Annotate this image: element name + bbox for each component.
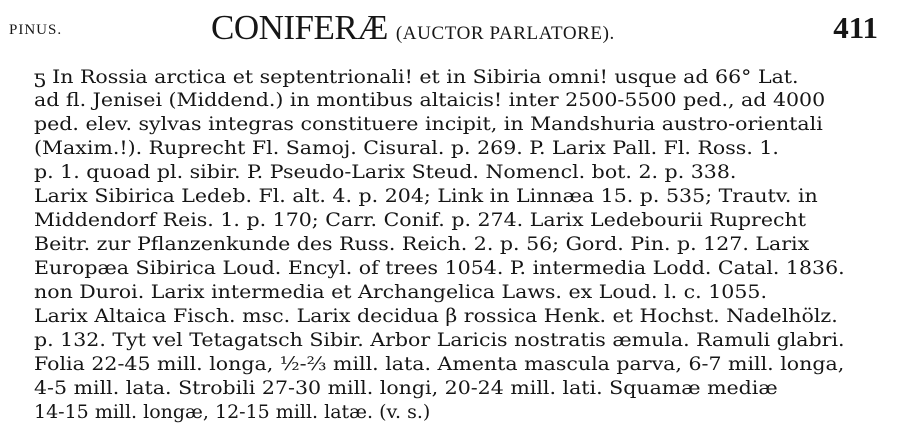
text-line: Folia 22-45 mill. longa, ½-⅔ mill. lata. Amenta mascula parva, 6-7 mill. longa,: [34, 353, 845, 375]
running-head-title: [211, 8, 615, 48]
page-number: 411: [833, 10, 878, 45]
text-line: Beitr. zur Pflanzenkunde des Russ. Reich. 2. p. 56; Gord. Pin. p. 127. Larix: [34, 233, 810, 255]
text-line: ad fl. Jenisei (Middend.) in montibus altaicis! inter 2500-5500 ped., ad 4000: [34, 89, 826, 111]
text-line: (Maxim.!). Ruprecht Fl. Samoj. Cisural. p. 269. P. Larix Pall. Fl. Ross. 1.: [34, 137, 779, 159]
text-line: Europæa Sibirica Loud. Encyl. of trees 1054. P. intermedia Lodd. Catal. 1836.: [34, 257, 845, 279]
text-line: p. 1. quoad pl. sibir. P. Pseudo-Larix Steud. Nomencl. bot. 2. p. 338.: [34, 161, 737, 183]
text-line: non Duroi. Larix intermedia et Archangelica Laws. ex Loud. l. c. 1055.: [34, 281, 767, 303]
family-title: CONIFERÆ: [211, 8, 388, 47]
text-line: ped. elev. sylvas integras constituere incipit, in Mandshuria austro-orientali: [34, 113, 823, 135]
text-line: p. 132. Tyt vel Tetagatsch Sibir. Arbor Laricis nostratis æmula. Ramuli glabri.: [34, 329, 845, 351]
author-attribution: (AUCTOR PARLATORE).: [395, 23, 615, 44]
text-line: Larix Sibirica Ledeb. Fl. alt. 4. p. 204; Link in Linnæa 15. p. 535; Trautv. in: [34, 185, 818, 207]
text-line: Larix Altaica Fisch. msc. Larix decidua β rossica Henk. et Hochst. Nadelhölz.: [34, 305, 838, 327]
text-line: Middendorf Reis. 1. p. 170; Carr. Conif. p. 274. Larix Ledebourii Ruprecht: [34, 209, 806, 231]
page-header: [0, 0, 900, 60]
body-text: [34, 64, 892, 446]
text-line: 4-5 mill. lata. Strobili 27-30 mill. longi, 20-24 mill. lati. Squamæ mediæ: [34, 377, 778, 399]
running-head-genus: PINUS.: [9, 22, 63, 38]
text-line: 14-15 mill. longæ, 12-15 mill. latæ. (v. s.): [34, 401, 431, 423]
text-line: ƽ In Rossia arctica et septentrionali! et in Sibiria omni! usque ad 66° Lat.: [34, 66, 799, 88]
